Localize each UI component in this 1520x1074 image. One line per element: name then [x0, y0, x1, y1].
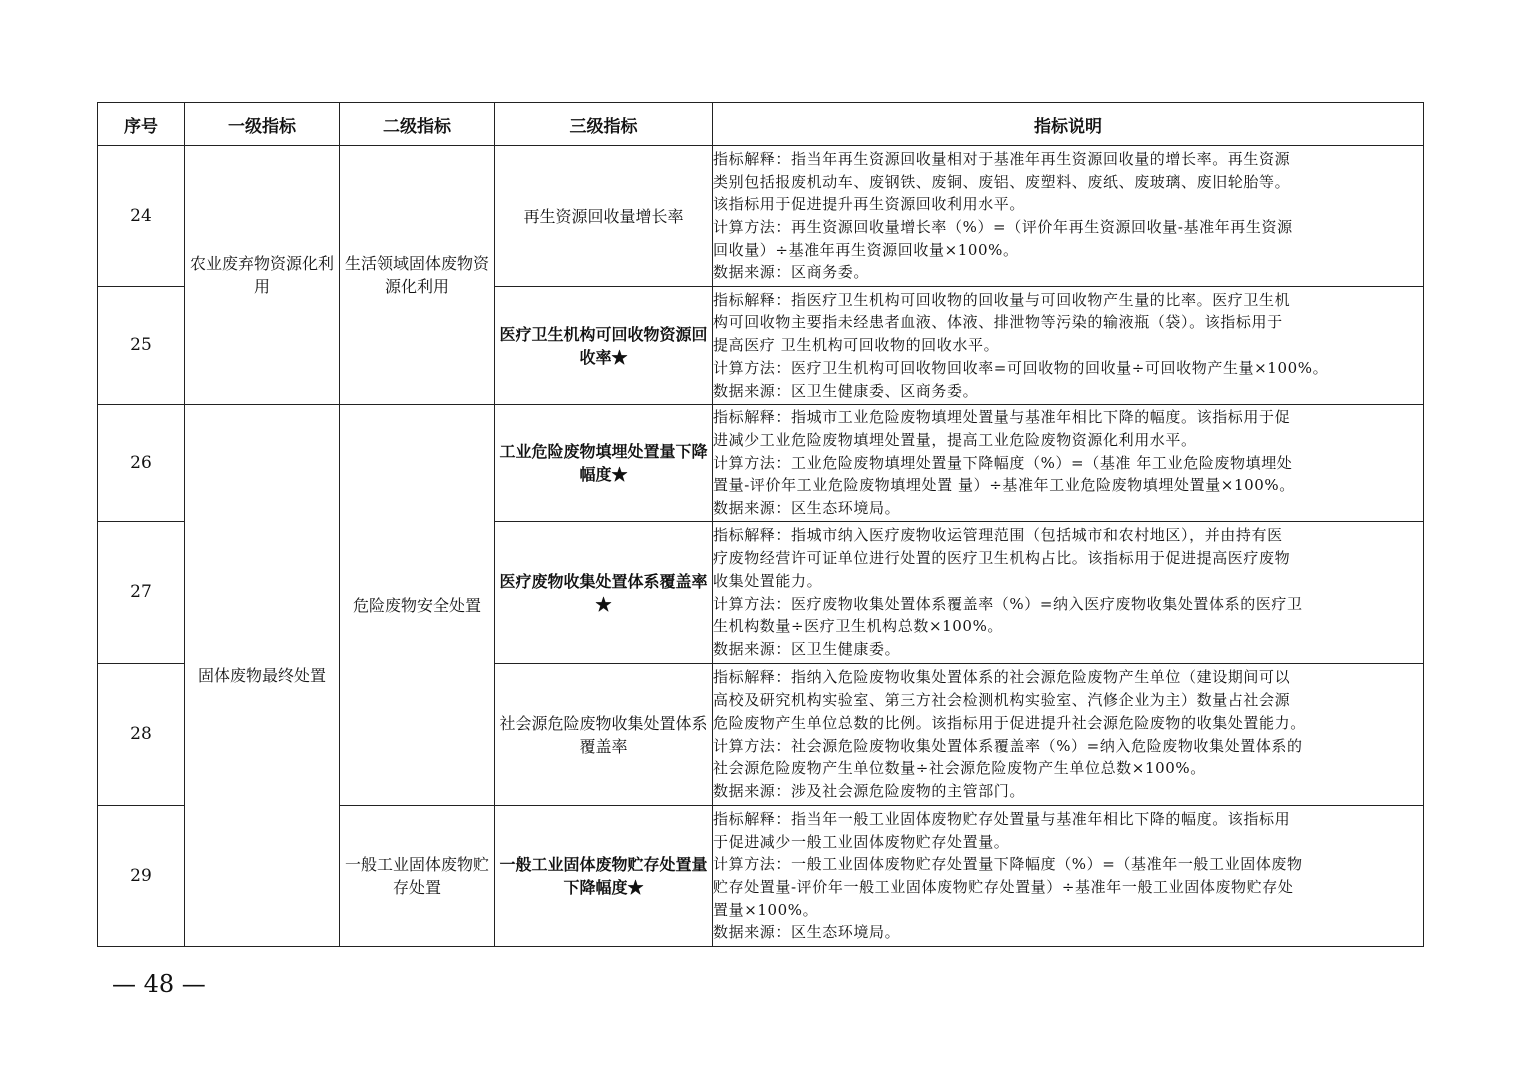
desc-line: 高校及研究机构实验室、第三方社会检测机构实验室、汽修企业为主）数量占社会源 [713, 691, 1291, 710]
level2-cell: 危险废物安全处置 [340, 405, 495, 806]
desc-line: 构可回收物主要指未经患者血液、体液、排泄物等污染的输液瓶（袋）。该指标用于 [713, 313, 1283, 332]
desc-line: 计算方法：再生资源回收量增长率（%）=（评价年再生资源回收量-基准年再生资源 [713, 218, 1293, 236]
desc-line: 计算方法：医疗废物收集处置体系覆盖率（%）=纳入医疗废物收集处置体系的医疗卫 [713, 594, 1303, 613]
description-cell [713, 287, 1424, 405]
indicator-table [97, 102, 1424, 947]
desc-line: 指标解释：指医疗卫生机构可回收物的回收量与可回收物产生量的比率。医疗卫生机 [713, 290, 1291, 309]
desc-line: 数据来源：区商务委。 [713, 263, 870, 282]
description-cell [713, 146, 1424, 287]
desc-line: 贮存处置量-评价年一般工业固体废物贮存处置量）÷基准年一般工业固体废物贮存处 [713, 878, 1294, 896]
desc-line: 收集处置能力。 [713, 571, 823, 590]
desc-line: 数据来源：涉及社会源危险废物的主管部门。 [713, 781, 1026, 800]
level1-cell: 农业废弃物资源化利用 [185, 146, 340, 405]
level2-cell: 一般工业固体废物贮存处置 [340, 806, 495, 947]
row-serial: 29 [98, 806, 185, 947]
desc-line: 指标解释：指城市工业危险废物填埋处置量与基准年相比下降的幅度。该指标用于促 [713, 408, 1291, 427]
description-cell [713, 806, 1424, 947]
desc-line: 置量-评价年工业危险废物填埋处置 量）÷基准年工业危险废物填埋处置量×100%。 [713, 476, 1295, 495]
header-level1: 一级指标 [185, 103, 340, 146]
desc-line: 数据来源：区生态环境局。 [713, 923, 901, 942]
desc-line: 数据来源：区卫生健康委、区商务委。 [713, 381, 979, 400]
level3-cell: 再生资源回收量增长率 [495, 146, 713, 287]
desc-line: 进减少工业危险废物填埋处置量，提高工业危险废物资源化利用水平。 [713, 430, 1197, 449]
description-cell [713, 405, 1424, 522]
desc-line: 计算方法：社会源危险废物收集处置体系覆盖率（%）=纳入危险废物收集处置体系的 [713, 736, 1303, 755]
desc-line: 数据来源：区卫生健康委。 [713, 639, 901, 658]
desc-line: 疗废物经营许可证单位进行处置的医疗卫生机构占比。该指标用于促进提高医疗废物 [713, 549, 1291, 568]
desc-line: 社会源危险废物产生单位数量÷社会源危险废物产生单位总数×100%。 [713, 759, 1206, 778]
desc-line: 指标解释：指当年再生资源回收量相对于基准年再生资源回收量的增长率。再生资源 [713, 149, 1291, 168]
desc-line: 该指标用于促进提升再生资源回收利用水平。 [713, 195, 1026, 214]
header-serial: 序号 [98, 103, 185, 146]
row-serial: 24 [98, 146, 185, 287]
row-serial: 27 [98, 522, 185, 664]
desc-line: 提高医疗 卫生机构可回收物的回收水平。 [713, 336, 1000, 355]
table-row [98, 405, 1424, 522]
desc-line: 指标解释：指城市纳入医疗废物收运管理范围（包括城市和农村地区），并由持有医 [713, 526, 1283, 545]
header-description: 指标说明 [713, 103, 1424, 146]
desc-line: 计算方法：一般工业固体废物贮存处置量下降幅度（%）=（基准年一般工业固体废物 [713, 855, 1303, 874]
header-level3: 三级指标 [495, 103, 713, 146]
row-serial: 25 [98, 287, 185, 405]
desc-line: 于促进减少一般工业固体废物贮存处置量。 [713, 832, 1010, 851]
desc-line: 回收量）÷基准年再生资源回收量×100%。 [713, 240, 1019, 259]
page-number: — 48 — [112, 970, 206, 998]
row-serial: 28 [98, 664, 185, 806]
level3-cell: 工业危险废物填埋处置量下降幅度★ [495, 405, 713, 522]
level3-cell: 医疗废物收集处置体系覆盖率★ [495, 522, 713, 664]
desc-line: 危险废物产生单位总数的比例。该指标用于促进提升社会源危险废物的收集处置能力。 [713, 713, 1306, 732]
desc-line: 数据来源：区生态环境局。 [713, 499, 901, 518]
row-serial: 26 [98, 405, 185, 522]
desc-line: 计算方法：工业危险废物填埋处置量下降幅度（%）=（基准 年工业危险废物填埋处 [713, 453, 1293, 472]
table-header-row [98, 103, 1424, 146]
level3-cell: 社会源危险废物收集处置体系覆盖率 [495, 664, 713, 806]
desc-line: 计算方法：医疗卫生机构可回收物回收率=可回收物的回收量÷可回收物产生量×100%。 [713, 358, 1329, 377]
description-cell [713, 664, 1424, 806]
header-level2: 二级指标 [340, 103, 495, 146]
level3-cell: 医疗卫生机构可回收物资源回收率★ [495, 287, 713, 405]
level3-cell: 一般工业固体废物贮存处置量下降幅度★ [495, 806, 713, 947]
desc-line: 类别包括报废机动车、废钢铁、废铜、废铝、废塑料、废纸、废玻璃、废旧轮胎等。 [713, 172, 1291, 191]
desc-line: 指标解释：指当年一般工业固体废物贮存处置量与基准年相比下降的幅度。该指标用 [713, 809, 1291, 828]
level1-cell: 固体废物最终处置 [185, 405, 340, 947]
description-cell [713, 522, 1424, 664]
desc-line: 置量×100%。 [713, 900, 819, 919]
table-row [98, 146, 1424, 287]
desc-line: 生机构数量÷医疗卫生机构总数×100%。 [713, 617, 1004, 636]
desc-line: 指标解释：指纳入危险废物收集处置体系的社会源危险废物产生单位（建设期间可以 [713, 668, 1291, 687]
level2-cell: 生活领域固体废物资源化利用 [340, 146, 495, 405]
